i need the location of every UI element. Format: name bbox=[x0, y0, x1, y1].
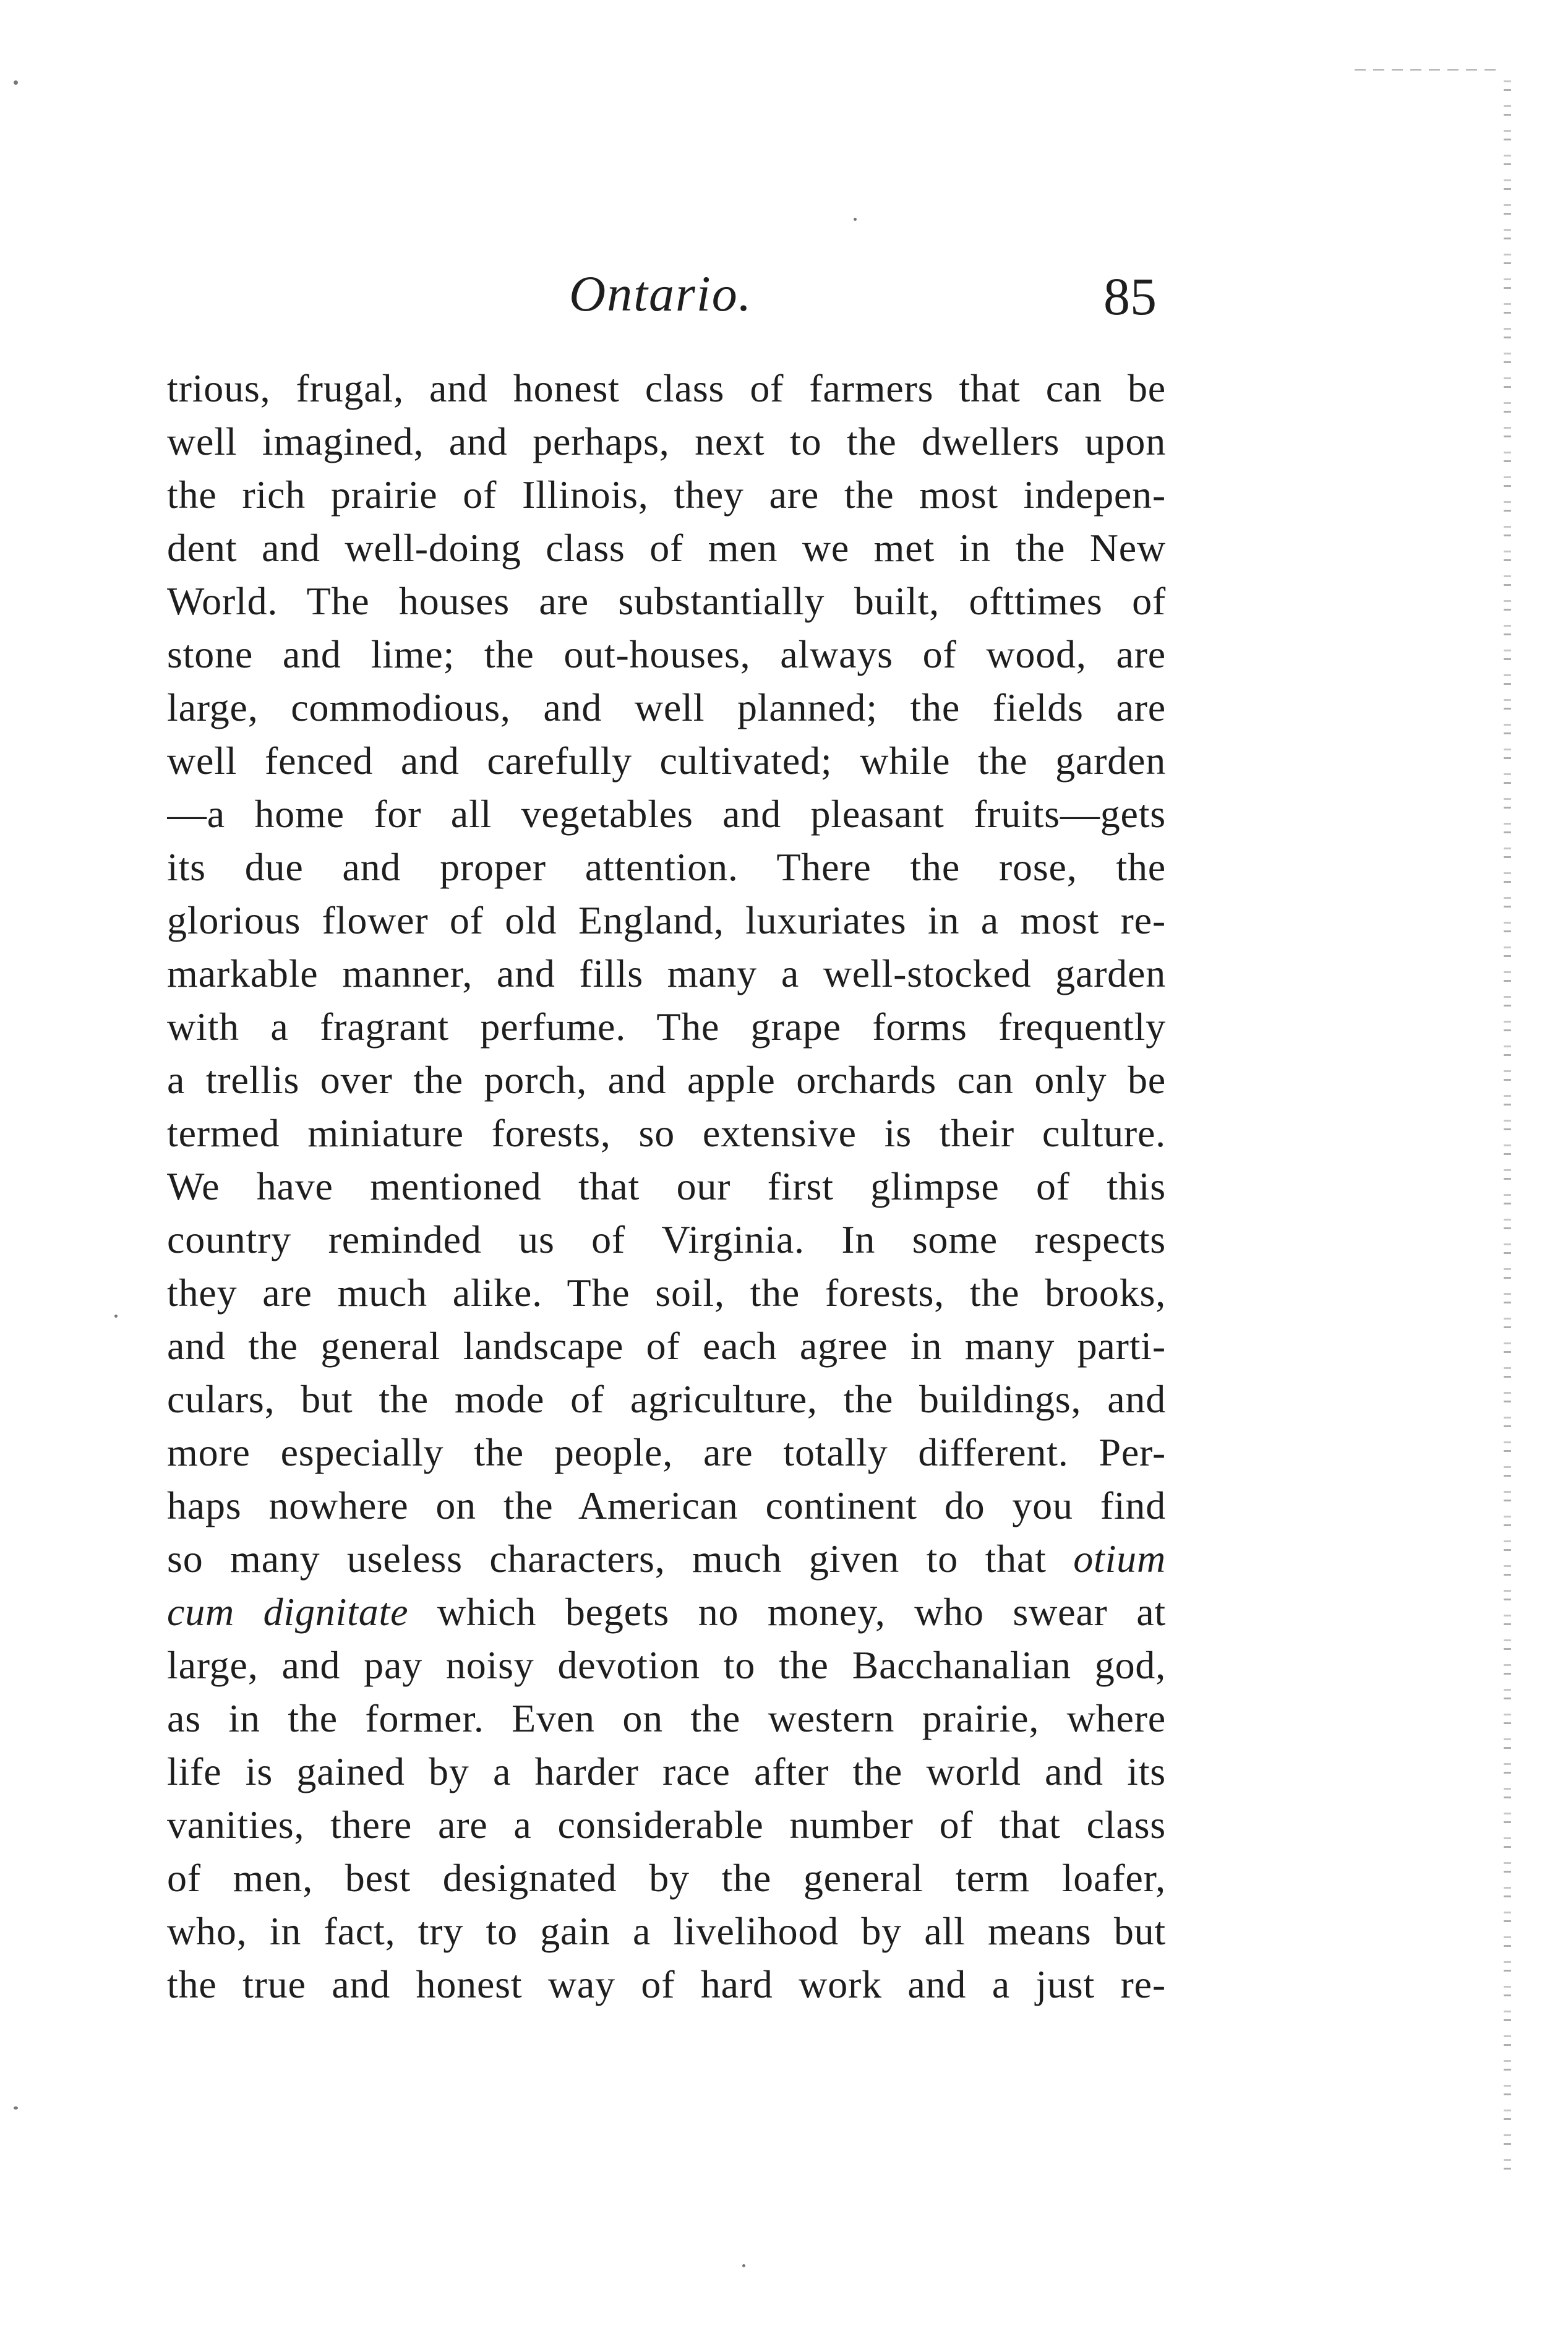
text-line: country reminded us of Virginia. In some respects bbox=[167, 1217, 1166, 1261]
text-run: which begets no money, who swear at bbox=[437, 1590, 1166, 1634]
text-line: glorious flower of old England, luxuriates in a most re- bbox=[167, 898, 1166, 942]
text-line: dent and well-doing class of men we met in the New bbox=[167, 526, 1166, 570]
text-line: with a fragrant perfume. The grape forms frequently bbox=[167, 1005, 1166, 1049]
text-line: well fenced and carefully cultivated; while the garden bbox=[167, 739, 1166, 783]
text-line-with-italic bbox=[167, 1586, 1166, 1639]
text-line: large, and pay noisy devotion to the Bacchanalian god, bbox=[167, 1643, 1166, 1687]
text-line: they are much alike. The soil, the forests, the brooks, bbox=[167, 1271, 1166, 1315]
text-line: well imagined, and perhaps, next to the dwellers upon bbox=[167, 419, 1166, 463]
text-line: as in the former. Even on the western prairie, where bbox=[167, 1696, 1166, 1740]
text-line: trious, frugal, and honest class of farmers that can be bbox=[167, 366, 1166, 410]
running-title: Ontario. bbox=[569, 265, 753, 322]
text-run: so many useless characters, much given to that bbox=[167, 1537, 1047, 1581]
text-line: World. The houses are substantially built, ofttimes of bbox=[167, 579, 1166, 623]
scan-edge-artifact-right bbox=[1504, 80, 1511, 2171]
scan-speck bbox=[114, 1315, 118, 1318]
text-line: termed miniature forests, so extensive is their culture. bbox=[167, 1111, 1166, 1155]
body-text bbox=[167, 362, 1166, 2011]
running-head bbox=[167, 260, 1157, 334]
text-line: vanities, there are a considerable number of that class bbox=[167, 1803, 1166, 1847]
text-line: life is gained by a harder race after the world and its bbox=[167, 1749, 1166, 1793]
scan-speck bbox=[14, 80, 18, 85]
italic-phrase: otium bbox=[1073, 1537, 1166, 1581]
italic-phrase: cum dignitate bbox=[167, 1590, 409, 1634]
scan-speck bbox=[742, 2264, 745, 2267]
text-line: of men, best designated by the general term loafer, bbox=[167, 1856, 1166, 1900]
text-line: who, in fact, try to gain a livelihood by all means but bbox=[167, 1909, 1166, 1953]
text-line: We have mentioned that our first glimpse of this bbox=[167, 1164, 1166, 1208]
text-line: more especially the people, are totally different. Per- bbox=[167, 1430, 1166, 1474]
text-line: large, commodious, and well planned; the fields are bbox=[167, 685, 1166, 729]
scan-speck bbox=[854, 218, 857, 221]
text-line: culars, but the mode of agriculture, the buildings, and bbox=[167, 1377, 1166, 1421]
text-line: and the general landscape of each agree in many parti- bbox=[167, 1324, 1166, 1368]
text-line: stone and lime; the out-houses, always of wood, are bbox=[167, 632, 1166, 676]
text-line: haps nowhere on the American continent do you find bbox=[167, 1483, 1166, 1527]
text-line-with-italic bbox=[167, 1532, 1166, 1586]
text-line: a trellis over the porch, and apple orchards can only be bbox=[167, 1058, 1166, 1102]
scan-speck bbox=[14, 2106, 18, 2110]
text-line: the true and honest way of hard work and a just re- bbox=[167, 1962, 1166, 2006]
page-number: 85 bbox=[1103, 267, 1157, 326]
text-line: —a home for all vegetables and pleasant fruits—gets bbox=[167, 792, 1166, 836]
text-line: its due and proper attention. There the rose, the bbox=[167, 845, 1166, 889]
text-line: markable manner, and fills many a well-stocked garden bbox=[167, 951, 1166, 995]
scan-edge-artifact-top bbox=[1355, 69, 1497, 71]
text-line: the rich prairie of Illinois, they are the most indepen- bbox=[167, 473, 1166, 517]
